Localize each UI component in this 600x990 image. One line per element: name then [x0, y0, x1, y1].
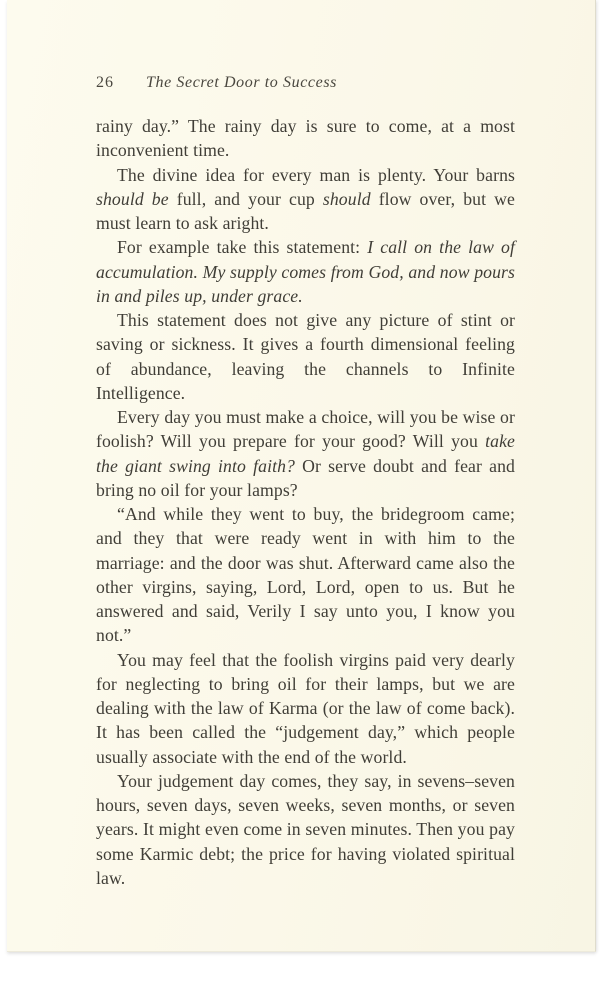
body-text: The divine idea for every man is plenty. Your barns	[117, 164, 515, 185]
body-text: rainy day.” The rainy day is sure to come, at a most inconvenient time.	[96, 116, 515, 161]
body-text: flow over, but we must learn to ask aright.	[96, 188, 515, 233]
italic-text: I call on the law of accumulation. My supply comes from God, and now pours in and piles up, under grace.	[96, 237, 515, 306]
body-text: “And while they went to buy, the bridegroom came; and they that were ready went in with him to the marriage: and the door was shut. Afterward came also the other virgins, saying, Lord, Lord, open to us. But he answered and said, Verily I say unto you, I know you not.”	[96, 504, 515, 646]
body-text: full, and your cup	[168, 188, 323, 209]
text-block	[96, 114, 515, 890]
body-text: Your judgement day comes, they say, in sevens–seven hours, seven days, seven weeks, seven months, or seven years. It might even come in seven minutes. Then you pay some Karmic debt; the price for having violated spiritual law.	[96, 770, 515, 888]
paragraph	[96, 114, 515, 163]
body-text: You may feel that the foolish virgins paid very dearly for neglecting to bring oil for their lamps, but we are dealing with the law of Karma (or the law of come back). It has been called the “judgement day,” which people usually associate with the end of the world.	[96, 649, 515, 767]
running-title: The Secret Door to Success	[146, 74, 337, 91]
page-header	[96, 74, 516, 92]
paragraph	[96, 769, 515, 890]
body-text: Or serve doubt and fear and bring no oil for your lamps?	[96, 455, 515, 500]
paragraph	[96, 502, 515, 648]
body-text: Every day you must make a choice, will you be wise or foolish? Will you prepare for your good? Will you	[96, 407, 515, 452]
page-number: 26	[96, 74, 114, 91]
italic-text: should	[322, 188, 371, 209]
body-text: This statement does not give any picture of stint or saving or sickness. It gives a fourth dimensional feeling of abundance, leaving the channels to Infinite Intelligence.	[96, 310, 515, 403]
body-text: For example take this statement:	[117, 237, 368, 258]
paragraph	[96, 648, 515, 769]
italic-text: should be	[96, 188, 169, 209]
paragraph	[96, 405, 515, 502]
paragraph	[96, 235, 515, 308]
italic-text: take the giant swing into faith?	[96, 431, 515, 476]
paragraph	[96, 163, 515, 236]
book-page	[7, 0, 596, 952]
paragraph	[96, 308, 515, 405]
